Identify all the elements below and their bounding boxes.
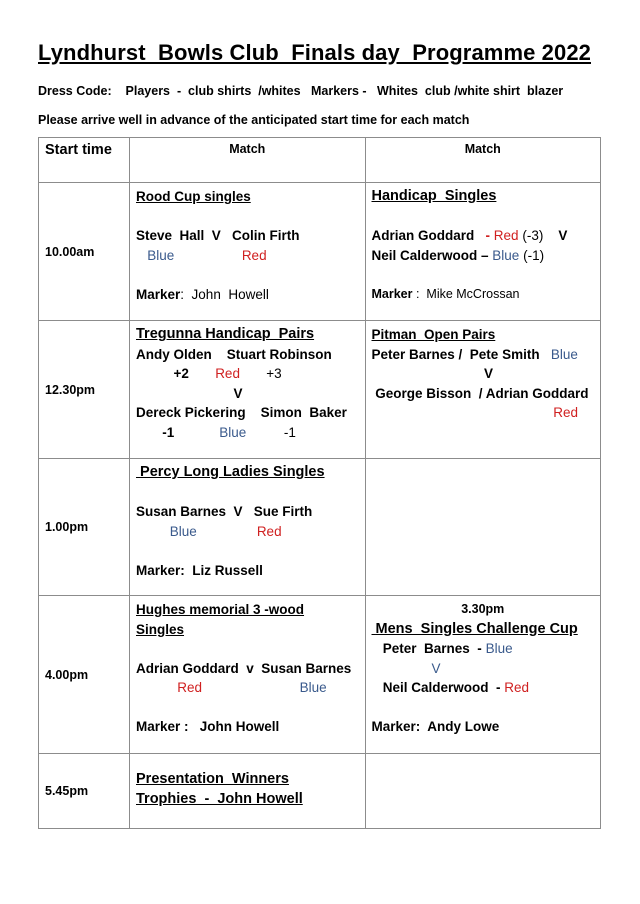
team-1: Andy Olden Stuart Robinson — [136, 346, 332, 362]
color-blue: Blue — [550, 346, 578, 362]
match-cell — [130, 754, 366, 829]
versus: V — [233, 385, 243, 401]
table-row — [39, 459, 601, 596]
marker-name: Mike McCrossan — [426, 286, 520, 301]
color-blue: Blue — [299, 680, 327, 695]
match-title: Rood Cup singles — [136, 189, 251, 204]
table-row — [39, 596, 601, 754]
players: Adrian Goddard v Susan Barnes — [136, 660, 352, 676]
match-title: Pitman Open Pairs — [371, 327, 496, 342]
team-1: Peter Barnes / Pete Smith — [371, 346, 540, 362]
time-cell: 1.00pm — [39, 459, 130, 596]
table-row — [39, 754, 601, 829]
color-red: Red — [177, 680, 203, 695]
versus: V — [558, 228, 568, 243]
team-2: George Bisson / Adrian Goddard — [375, 385, 589, 401]
match-title: Handicap Singles — [371, 188, 497, 204]
match-title: Tregunna Handicap Pairs — [136, 326, 315, 342]
presentation-line-2: Trophies - John Howell — [136, 790, 303, 807]
match-cell — [130, 596, 366, 754]
marker-label: Marker — [371, 286, 413, 301]
versus: V — [431, 660, 441, 676]
match-cell-empty — [365, 754, 601, 829]
player-2: Neil Calderwood – — [371, 247, 489, 263]
player-1: Adrian Goddard — [371, 228, 475, 243]
color-blue: Blue — [147, 247, 175, 263]
time-cell: 10.00am — [39, 183, 130, 321]
team-2: Dereck Pickering Simon Baker — [136, 405, 347, 420]
time-note: 3.30pm — [461, 602, 505, 616]
marker-label: Marker: — [371, 719, 421, 734]
marker-name: Andy Lowe — [427, 719, 500, 734]
marker-name: John Howell — [199, 719, 280, 734]
color-blue: Blue — [492, 247, 520, 263]
dress-code: Dress Code: Players - club shirts /whites Markers - Whites club /white shirt blazer — [38, 84, 564, 98]
color-blue: Blue — [485, 641, 513, 656]
color-blue: Blue — [219, 424, 247, 440]
time-cell: 12.30pm — [39, 321, 130, 459]
player-2: Neil Calderwood - — [382, 680, 501, 695]
arrival-note: Please arrive well in advance of the anticipated start time for each match — [38, 113, 470, 127]
page-title: Lyndhurst Bowls Club Finals day Programme 2022 — [38, 40, 591, 65]
match-cell — [130, 459, 366, 596]
color-red: Red — [553, 405, 578, 420]
time-cell: 5.45pm — [39, 754, 130, 829]
match-title: Hughes memorial 3 -wood — [136, 602, 305, 617]
marker-name: John Howell — [191, 286, 269, 302]
marker-label: Marker: — [136, 562, 185, 578]
marker-name: Liz Russell — [192, 562, 263, 578]
players: Steve Hall V Colin Firth — [136, 228, 300, 243]
presentation-line-1: Presentation Winners — [136, 771, 289, 787]
match-cell: Handicap Singles Adrian Goddard - Red (-3) V Neil Calderwood – Blue (-1) Marker : Mike McCrossan — [365, 183, 601, 321]
color-red: Red — [493, 228, 519, 243]
color-blue: Blue — [169, 523, 197, 539]
header-match-1: Match — [130, 138, 366, 183]
header-row — [39, 138, 601, 183]
color-red: Red — [504, 680, 530, 695]
match-cell: Rood Cup singles Steve Hall V Colin Firth Blue Red Marker: John Howell — [130, 183, 366, 321]
header-start-time: Start time — [39, 138, 130, 183]
table-row — [39, 321, 601, 459]
table-row — [39, 183, 601, 321]
match-title: Percy Long Ladies Singles — [140, 464, 325, 480]
marker-label: Marker — [136, 286, 181, 302]
match-cell: Tregunna Handicap Pairs Andy Olden Stuart Robinson +2 Red +3 V Dereck Pickering Simon Baker -1 Blue -1 — [130, 321, 366, 459]
color-red: Red — [215, 366, 240, 381]
header-match-2: Match — [365, 138, 601, 183]
players: Susan Barnes V Sue Firth — [136, 504, 313, 519]
match-title-cont: Singles — [136, 621, 185, 637]
match-cell — [365, 596, 601, 754]
color-red: Red — [241, 247, 267, 263]
match-title: Mens Singles Challenge Cup — [375, 620, 578, 637]
player-1: Peter Barnes - — [382, 641, 482, 656]
color-red: Red — [256, 523, 282, 539]
match-cell-empty — [365, 459, 601, 596]
versus: V — [484, 366, 494, 381]
schedule-table — [38, 137, 601, 829]
time-cell: 4.00pm — [39, 596, 130, 754]
marker-label: Marker : — [136, 719, 189, 734]
match-cell — [365, 321, 601, 459]
